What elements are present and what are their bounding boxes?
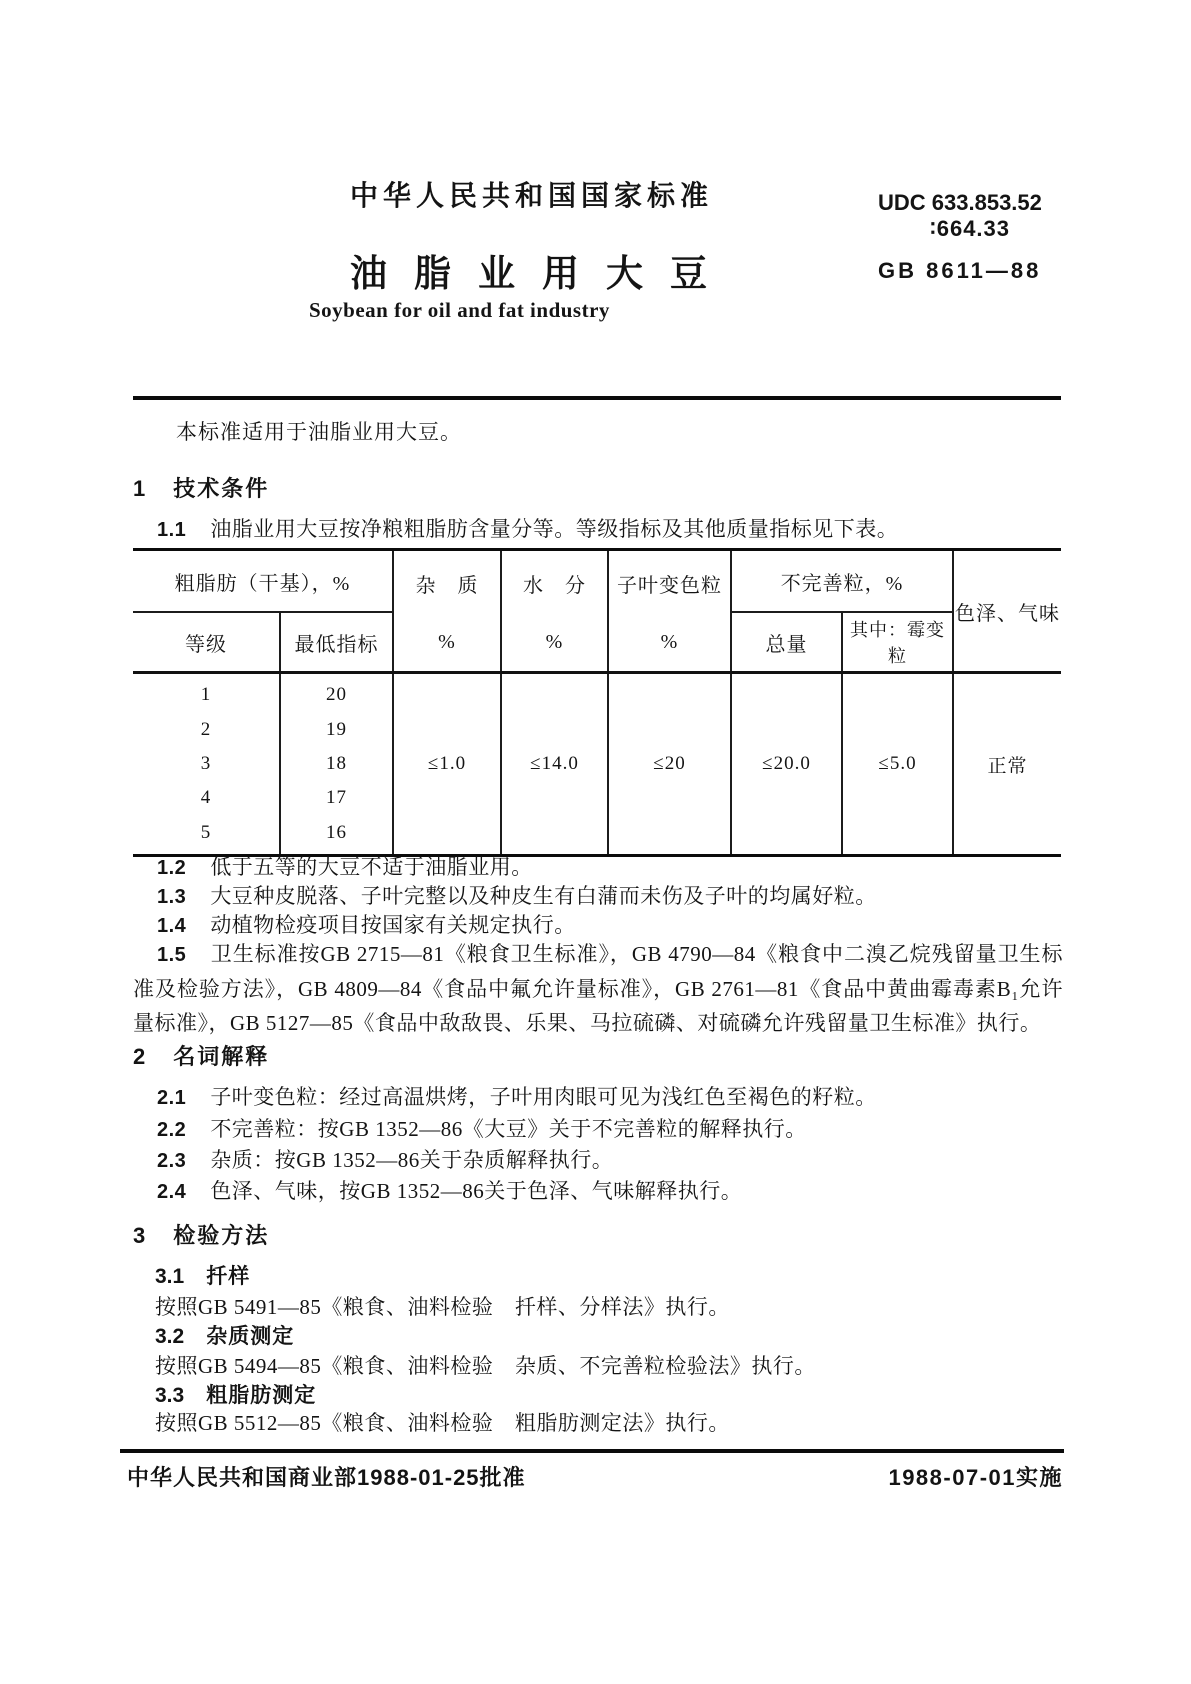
section-1-title: 技术条件 [173, 476, 270, 501]
clause-1-2-number: 1.2 [157, 857, 187, 879]
clause-2-2-text: 不完善粒：按GB 1352—86《大豆》关于不完善粒的解释执行。 [210, 1117, 807, 1141]
clause-1-2-text: 低于五等的大豆不适于油脂业用。 [210, 855, 533, 879]
clause-1-1-text: 油脂业用大豆按净粮粗脂肪含量分等。等级指标及其他质量指标见下表。 [210, 517, 899, 541]
clause-1-5-text: 卫生标准按GB 2715—81《粮食卫生标准》，GB 4790—84《粮食中二溴乙烷残留量卫生标准及检验方法》，GB 4809—84《食品中氟允许量标准》，GB 2761—81《食品中黄曲霉毒素B₁允许量标准》，GB 5127—85《食品中敌敌畏、乐果、马拉硫磷、对硫磷允许残留量卫生标准》执行。 [133, 942, 1063, 1035]
section-1-number: 1 [133, 476, 146, 501]
moldy-limit: ≤5.0 [842, 673, 953, 856]
clause-3-2-heading [155, 1320, 294, 1350]
grade-1: 1 [200, 684, 212, 706]
table-header-discolored [608, 550, 731, 673]
clause-1-5 [133, 937, 1063, 1040]
moisture-limit: ≤14.0 [501, 673, 608, 856]
moisture-unit: % [545, 630, 564, 653]
table-subheader-total: 总量 [731, 612, 842, 673]
table-subheader-moldy: 其中：霉变粒 [842, 612, 953, 673]
clause-1-3-text: 大豆种皮脱落、子叶完整以及种皮生有白蒲而未伤及子叶的均属好粒。 [210, 884, 877, 908]
clause-3-3-heading [155, 1379, 316, 1409]
standard-codes [878, 190, 1042, 284]
scope-statement: 本标准适用于油脂业用大豆。 [176, 420, 462, 444]
impurity-limit: ≤1.0 [393, 673, 501, 856]
min-value-4: 17 [326, 787, 347, 809]
discolored-label: 子叶变色粒 [617, 574, 723, 597]
clause-3-1-number: 3.1 [155, 1265, 185, 1288]
clause-3-1-text: 按照GB 5491—85《粮食、油料检验 扦样、分样法》执行。 [155, 1295, 730, 1319]
grade-3: 3 [200, 752, 212, 774]
footer-divider-rule [120, 1449, 1064, 1453]
clause-2-2-number: 2.2 [157, 1119, 187, 1141]
grade-4: 4 [200, 787, 212, 809]
table-header-impurity [393, 550, 501, 673]
min-value-5: 16 [326, 821, 347, 843]
clause-3-2-text: 按照GB 5494—85《粮食、油料检验 杂质、不完善粒检验法》执行。 [155, 1354, 816, 1378]
clause-1-3-number: 1.3 [157, 886, 187, 908]
impurity-unit: % [438, 630, 456, 653]
clause-1-1 [133, 512, 1063, 547]
udc-code-line2: ∶664.33 [930, 216, 1011, 241]
clause-2-3-text: 杂质：按GB 1352—86关于杂质解释执行。 [210, 1148, 614, 1172]
header-divider-rule [133, 396, 1061, 400]
standard-label: 中华人民共和国国家标准 [350, 180, 714, 211]
clause-3-2-title: 杂质测定 [206, 1325, 295, 1348]
clause-2-1-text: 子叶变色粒：经过高温烘烤，子叶用肉眼可见为浅红色至褐色的籽粒。 [210, 1085, 877, 1109]
moisture-label: 水 分 [523, 574, 587, 597]
clause-3-3-text: 按照GB 5512—85《粮食、油料检验 粗脂肪测定法》执行。 [155, 1411, 730, 1435]
standard-number: GB 8611—88 [878, 258, 1042, 283]
clause-1-1-number: 1.1 [157, 519, 187, 541]
grade-5: 5 [200, 821, 212, 843]
clause-1-4-number: 1.4 [157, 915, 187, 937]
clause-2-2 [133, 1112, 1063, 1147]
grading-spec-table [133, 548, 1061, 857]
section-3-heading [133, 1219, 269, 1250]
clause-3-1-title: 扦样 [206, 1265, 251, 1288]
section-3-number: 3 [133, 1223, 146, 1248]
grade-2: 2 [200, 718, 212, 740]
section-2-title: 名词解释 [173, 1044, 270, 1069]
section-2-heading [133, 1040, 269, 1071]
clause-3-3-number: 3.3 [155, 1384, 185, 1407]
document-title-cn: 油脂业用大豆 [350, 253, 734, 294]
min-index-column [280, 673, 393, 856]
clause-3-1-heading [155, 1260, 250, 1290]
clause-2-1-number: 2.1 [157, 1087, 187, 1109]
discolored-limit: ≤20 [608, 673, 731, 856]
clause-2-4-number: 2.4 [157, 1181, 187, 1203]
impurity-label: 杂 质 [415, 574, 479, 597]
discolored-unit: % [660, 630, 679, 653]
document-title-en: Soybean for oil and fat industry [309, 298, 610, 322]
clause-1-5-number: 1.5 [157, 944, 187, 966]
table-header-moisture [501, 550, 608, 673]
clause-2-3 [133, 1143, 1063, 1178]
clause-2-1 [133, 1080, 1063, 1115]
clause-3-2-number: 3.2 [155, 1325, 185, 1348]
section-2-number: 2 [133, 1044, 146, 1069]
clause-3-3-title: 粗脂肪测定 [206, 1384, 317, 1407]
min-value-3: 18 [326, 752, 347, 774]
min-value-2: 19 [326, 718, 347, 740]
imperfect-total-limit: ≤20.0 [731, 673, 842, 856]
grade-column [133, 673, 280, 856]
approval-statement: 中华人民共和国商业部1988-01-25批准 [127, 1465, 526, 1490]
section-1-heading [133, 472, 269, 503]
table-subheader-grade: 等级 [185, 633, 227, 656]
udc-code-line1: UDC 633.853.52 [878, 190, 1042, 215]
table-header-color-odor: 色泽、气味 [953, 550, 1061, 673]
color-odor-value: 正常 [953, 673, 1061, 856]
table-subheader-min-index: 最低指标 [280, 612, 393, 673]
implementation-date: 1988-07-01实施 [888, 1465, 1063, 1490]
clause-2-3-number: 2.3 [157, 1150, 187, 1172]
clause-2-4 [133, 1174, 1063, 1209]
clause-1-4-text: 动植物检疫项目按国家有关规定执行。 [210, 913, 576, 937]
min-value-1: 20 [326, 684, 347, 706]
table-header-crude-fat: 粗脂肪（干基），% [133, 550, 393, 613]
clause-2-4-text: 色泽、气味，按GB 1352—86关于色泽、气味解释执行。 [210, 1179, 743, 1203]
section-3-title: 检验方法 [173, 1223, 270, 1248]
table-header-imperfect: 不完善粒，% [731, 550, 953, 613]
